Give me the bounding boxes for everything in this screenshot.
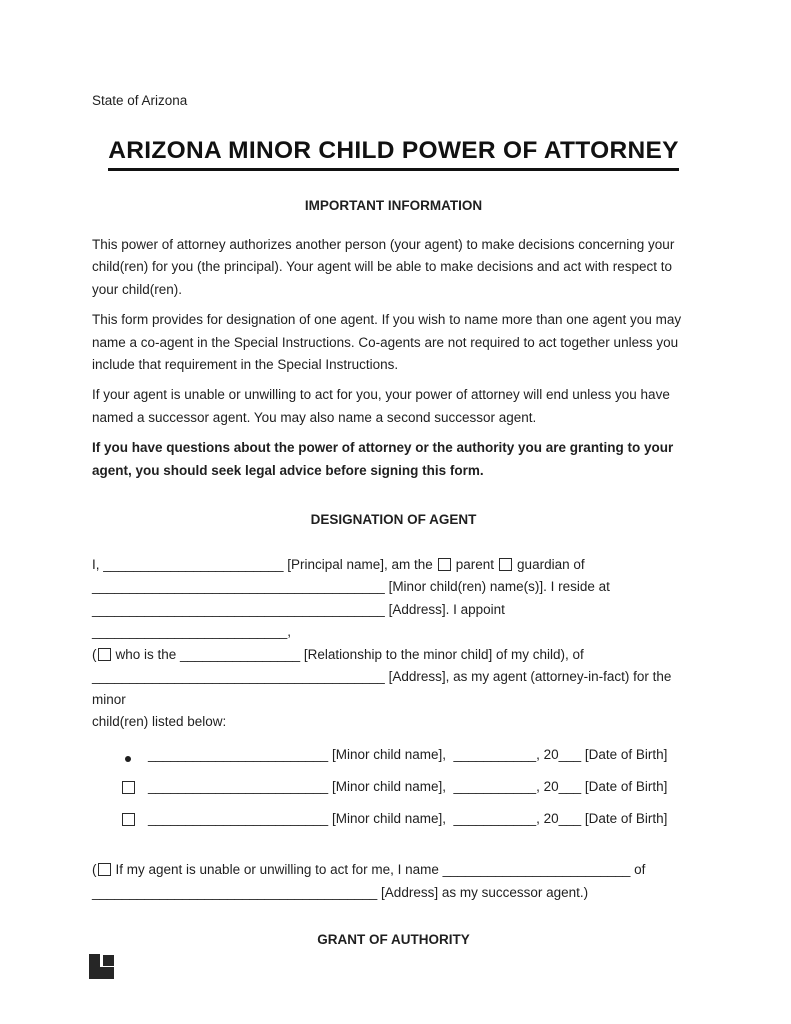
minor-children-names-line: _______________________________________ [Minor child(ren) name(s)]. I reside at [92, 579, 610, 595]
successor-agent-clause [92, 859, 695, 904]
child-row-3 [92, 809, 695, 832]
designation-of-agent-heading: DESIGNATION OF AGENT [310, 512, 477, 528]
minor-children-list [92, 745, 695, 832]
title-container [92, 136, 695, 171]
successor-name-blank: If my agent is unable or unwilling to act for me, I name _________________________ of [115, 862, 646, 878]
principal-address-appoint-line: _______________________________________ [Address]. I appoint __________________________, [92, 601, 509, 640]
principal-name-line [92, 554, 695, 576]
open-paren: ( [92, 646, 97, 662]
guardian-checkbox[interactable] [499, 558, 512, 571]
child-row-2 [92, 777, 695, 800]
parent-label: parent [455, 557, 495, 573]
parent-checkbox[interactable] [438, 558, 451, 571]
legal-templates-logo-icon [88, 951, 118, 981]
successor-agent-checkbox[interactable] [98, 863, 111, 876]
open-paren: ( [92, 862, 97, 878]
relationship-blank: who is the ________________ [Relationship to the minor child] of my child), of [115, 646, 584, 662]
children-listed-label: child(ren) listed below: [92, 713, 227, 729]
principal-name-blank: I, ________________________ [Principal name], am the [92, 557, 433, 573]
agent-address-line: _______________________________________ [Address], as my agent (attorney-in-fact) for the minor [92, 669, 676, 707]
successor-address-line: ______________________________________ [Address] as my successor agent.) [92, 884, 589, 900]
child-row-1 [92, 745, 695, 768]
child-name-dob-blank: ________________________ [Minor child name], ___________, 20___ [Date of Birth] [148, 779, 668, 795]
child-name-dob-blank: ________________________ [Minor child name], ___________, 20___ [Date of Birth] [148, 811, 668, 827]
successor-agent-line [92, 859, 695, 881]
relationship-checkbox[interactable] [98, 648, 111, 661]
guardian-label: guardian of [517, 557, 585, 573]
page-title: ARIZONA MINOR CHILD POWER OF ATTORNEY [108, 136, 679, 171]
legal-templates-logo [88, 951, 118, 981]
bullet-icon [122, 745, 148, 768]
relationship-line [92, 644, 695, 666]
paragraph-legal-advice-notice: If you have questions about the power of attorney or the authority you are granting to your agent, you should seek legal advice before signing this form. [92, 440, 674, 478]
state-label: State of Arizona [92, 93, 188, 108]
child-3-checkbox[interactable] [122, 813, 135, 826]
paragraph-successor-info: If your agent is unable or unwilling to act for you, your power of attorney will end unless you have named a successor agent. You may also name a second successor agent. [92, 387, 670, 425]
paragraph-co-agent: This form provides for designation of one agent. If you wish to name more than one agent you may name a co-agent in the Special Instructions. Co-agents are not required to act together unless you include that requirement in the Special Instructions. [92, 312, 682, 373]
designation-form [92, 554, 695, 733]
grant-of-authority-heading: GRANT OF AUTHORITY [317, 932, 470, 948]
child-2-checkbox[interactable] [122, 781, 135, 794]
child-name-dob-blank: ________________________ [Minor child name], ___________, 20___ [Date of Birth] [148, 747, 668, 763]
paragraph-authorization: This power of attorney authorizes another person (your agent) to make decisions concerning your child(ren) for you (the principal). Your agent will be able to make decisions and act with respect to your child(ren). [92, 237, 675, 297]
important-information-heading: IMPORTANT INFORMATION [304, 198, 483, 213]
